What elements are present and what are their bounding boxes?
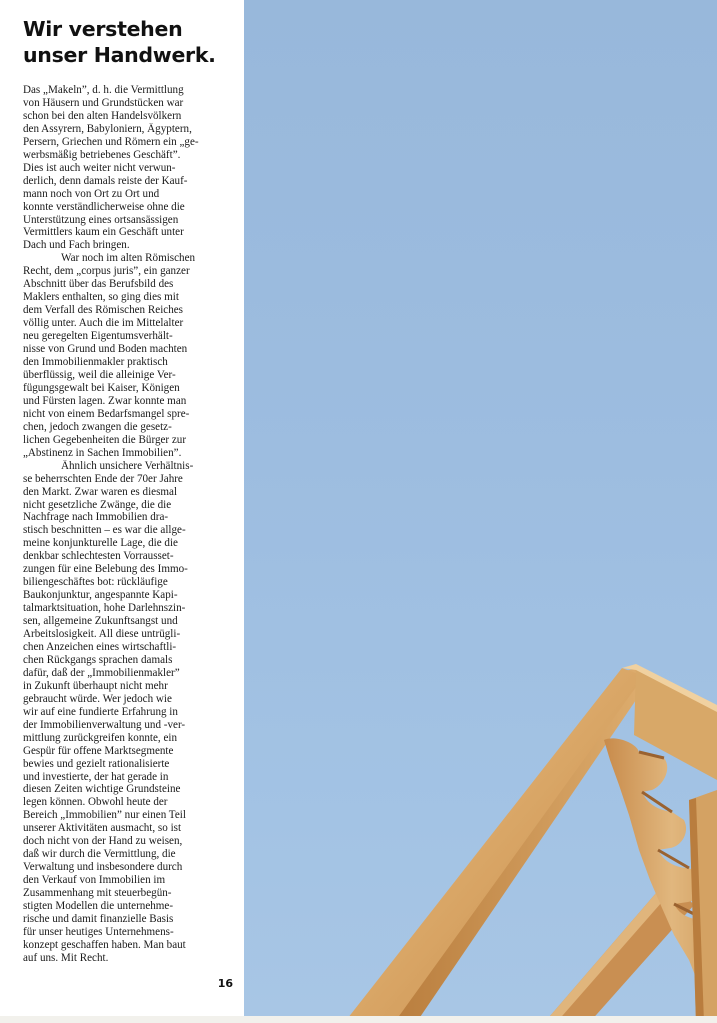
text-line: biliengeschäftes bot: rückläufige xyxy=(23,576,168,589)
text-line: neu geregelten Eigentumsverhält- xyxy=(23,330,173,343)
text-line: bewies und gezielt rationalisierte xyxy=(23,757,170,770)
text-line: Gespür für offene Marktsegmente xyxy=(23,744,174,757)
text-line: rische und damit finanzielle Basis xyxy=(23,913,174,925)
text-line: legen können. Obwohl heute der xyxy=(23,796,168,809)
text-line: unserer Aktivitäten ausmacht, so ist xyxy=(23,822,182,835)
page-number: 16 xyxy=(217,977,233,990)
roof-gable-illustration xyxy=(244,0,717,1023)
text-line: konnte verständlicherweise ohne die xyxy=(23,200,185,213)
text-line: der Immobilienverwaltung und -ver- xyxy=(23,718,186,731)
text-line: talmarktsituation, hohe Darlehnszin- xyxy=(23,602,186,615)
text-line: in Zukunft überhaupt nicht mehr xyxy=(23,679,168,692)
text-line: chen Anzeichen eines wirtschaftli- xyxy=(23,640,177,653)
text-line: von Häusern und Grundstücken war xyxy=(23,96,184,109)
text-line: mittlung zurückgreifen konnte, ein xyxy=(23,731,178,744)
roof-gable-photo xyxy=(244,0,717,1023)
text-line: Maklers enthalten, so ging dies mit xyxy=(23,291,179,304)
text-line: wir auf eine fundierte Erfahrung in xyxy=(23,705,178,718)
text-line: schon bei den alten Handelsvölkern xyxy=(23,109,182,122)
inner-rafter-face xyxy=(544,878,676,1023)
article-heading xyxy=(23,16,238,68)
text-line: stisch beschnitten – es war die allge- xyxy=(23,524,186,537)
text-line: Verwaltung und insbesondere durch xyxy=(23,861,183,874)
text-line: meine konjunkturelle Lage, die die xyxy=(23,537,178,550)
text-line: Dies ist auch weiter nicht verwun- xyxy=(23,161,176,174)
text-line: konzept geschaffen haben. Man baut xyxy=(23,938,186,951)
text-line: Nachfrage nach Immobilien dra- xyxy=(23,511,169,524)
heading-line: Wir verstehen xyxy=(23,17,183,41)
text-line: mann noch von Ort zu Ort und xyxy=(23,187,160,200)
text-line: se beherrschten Ende der 70er Jahre xyxy=(23,472,183,485)
text-line: diesen Zeiten wichtige Grundsteine xyxy=(23,783,181,796)
text-line: lichen Gegebenheiten die Bürger zur xyxy=(23,433,187,446)
text-line: Bereich „Immobilien” nur einen Teil xyxy=(23,809,186,822)
text-line: derlich, denn damals reiste der Kauf- xyxy=(23,174,188,187)
text-line: sen, allgemeine Zukunftsangst und xyxy=(23,615,178,628)
text-line: Ähnlich unsichere Verhältnis- xyxy=(61,459,194,472)
text-line: für unser heutiges Unternehmens- xyxy=(23,925,174,938)
text-line: fügungsgewalt bei Kaiser, Königen xyxy=(23,381,180,394)
text-line: und Fürsten lagen. Zwar konnte man xyxy=(23,394,187,407)
text-column xyxy=(0,0,244,1023)
text-line: denkbar schlechtesten Vorrausset- xyxy=(23,550,174,563)
text-line: auf uns. Mit Recht. xyxy=(23,951,109,964)
text-line: chen Rückgangs sprachen damals xyxy=(23,653,173,666)
text-line: Dach und Fach bringen. xyxy=(23,239,130,252)
text-line: nicht von einem Bedarfsmangel spre- xyxy=(23,407,190,420)
text-line: chen, jedoch zwangen die gesetz- xyxy=(23,420,172,433)
text-line: doch nicht von der Hand zu weisen, xyxy=(23,835,183,848)
text-line: Abschnitt über das Berufsbild des xyxy=(23,278,174,291)
text-line: nicht gesetzliche Zwänge, die die xyxy=(23,498,172,511)
text-line: „Abstinenz in Sachen Immobilien”. xyxy=(23,446,182,459)
text-line: Vermittlers kaum ein Geschäft unter xyxy=(23,226,184,239)
text-line: überflüssig, weil die alleinige Ver- xyxy=(23,368,176,381)
text-line: War noch im alten Römischen xyxy=(61,252,196,265)
text-line: Recht, dem „corpus juris”, ein ganzer xyxy=(23,265,190,278)
text-line: den Verkauf von Immobilien im xyxy=(23,874,166,887)
text-line: Das „Makeln”, d. h. die Vermittlung xyxy=(23,84,184,96)
text-line: zungen für eine Belebung des Immo- xyxy=(23,563,188,576)
heading-line: unser Handwerk. xyxy=(23,43,216,67)
text-line: Baukonjunktur, angespannte Kapi- xyxy=(23,589,178,602)
text-line: Zusammenhang mit steuerbegün- xyxy=(23,887,172,900)
text-line: dafür, daß der „Immobilienmakler” xyxy=(23,666,180,679)
text-line: Persern, Griechen und Römern ein „ge- xyxy=(23,135,199,148)
text-line: daß wir durch die Vermittlung, die xyxy=(23,848,176,861)
text-line: stigten Modellen die unternehme- xyxy=(23,900,174,913)
page-bottom-edge xyxy=(0,1016,717,1023)
text-line: nisse von Grund und Boden machten xyxy=(23,343,188,356)
text-line: den Markt. Zwar waren es diesmal xyxy=(23,485,178,498)
text-line: völlig unter. Auch die im Mittelalter xyxy=(23,317,184,330)
text-line: Unterstützung eines ortsansässigen xyxy=(23,213,179,226)
text-line: den Immobilienmakler praktisch xyxy=(23,356,168,369)
text-line: werbsmäßig betriebenes Geschäft”. xyxy=(23,148,181,161)
article-body xyxy=(23,84,241,965)
text-line: den Assyrern, Babyloniern, Ägyptern, xyxy=(23,122,192,135)
text-line: gebraucht würde. Wer jedoch wie xyxy=(23,692,172,705)
text-line: dem Verfall des Römischen Reiches xyxy=(23,304,183,317)
text-line: Arbeitslosigkeit. All diese untrügli- xyxy=(23,628,181,641)
text-line: und investierte, der hat gerade in xyxy=(23,770,169,783)
